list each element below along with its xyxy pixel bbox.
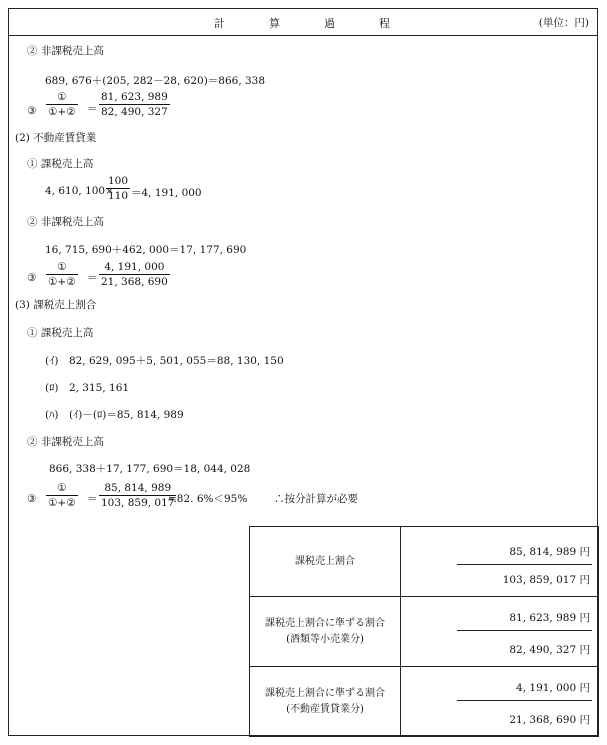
fraction-numerator: ①	[57, 91, 67, 103]
ratio-numerator: 4, 191, 000 円	[516, 681, 590, 694]
fraction-bar	[457, 630, 592, 631]
row-label-line1: 課税売上割合に準ずる割合	[265, 617, 385, 629]
ratio-cell	[401, 597, 599, 667]
s2-item1-calc-pre: 4, 610, 100×	[45, 185, 114, 197]
fraction-denominator: 110	[108, 190, 129, 202]
fraction-denominator: ①+②	[48, 497, 76, 509]
s3-heading: (3) 課税売上割合	[15, 299, 97, 311]
s2-item1-calc-post: ＝4, 191, 000	[131, 187, 202, 199]
s3-item3-value	[99, 482, 176, 509]
s2-item1-fraction	[106, 175, 130, 202]
s3-item3-conclusion: ∴按分計算が必要	[274, 493, 358, 505]
s3-item1-heading: ① 課税売上高	[27, 327, 94, 339]
fraction-numerator: ①	[57, 261, 67, 273]
fraction-denominator: 82, 490, 327	[101, 106, 168, 118]
s3-item1-line-ro: (ﾛ) 2, 315, 161	[45, 382, 130, 394]
s2-item3-formula	[46, 261, 78, 288]
fraction-denominator: ①+②	[48, 276, 76, 288]
fraction-numerator: ①	[57, 482, 67, 494]
ratio-denominator: 21, 368, 690 円	[509, 713, 590, 726]
unit-label: (単位：円)	[538, 17, 589, 29]
fraction-bar	[457, 564, 592, 565]
fraction-numerator: 100	[108, 175, 129, 187]
s1-item3-equals: ＝	[87, 103, 98, 115]
fraction-numerator: 81, 623, 989	[101, 91, 168, 103]
s2-heading: (2) 不動産賃貸業	[15, 132, 97, 144]
table-row	[250, 527, 599, 597]
s2-item2-calc: 16, 715, 690＋462, 000＝17, 177, 690	[45, 244, 247, 256]
s3-item2-calc: 866, 338＋17, 177, 690＝18, 044, 028	[49, 463, 251, 475]
s2-item3-equals: ＝	[87, 272, 98, 284]
s2-item3-marker: ③	[27, 272, 37, 284]
s2-item3-value	[99, 261, 170, 288]
row-label	[250, 527, 401, 597]
s1-item3-value	[99, 91, 170, 118]
row-label	[250, 597, 401, 667]
sheet-header	[9, 9, 597, 36]
fraction-denominator: 21, 368, 690	[101, 276, 168, 288]
fraction-bar	[457, 700, 592, 701]
row-label-line2: (不動産賃貸業分)	[286, 703, 364, 715]
fraction-numerator: 4, 191, 000	[104, 261, 165, 273]
calculation-sheet	[8, 8, 598, 736]
fraction-denominator: ①+②	[48, 106, 76, 118]
ratio-denominator: 82, 490, 327 円	[509, 643, 590, 656]
ratio-numerator: 85, 814, 989 円	[509, 545, 590, 558]
fraction-denominator: 103, 859, 017	[101, 497, 175, 509]
ratio-cell	[401, 667, 599, 737]
s3-item3-marker: ③	[27, 493, 37, 505]
s3-item2-heading: ② 非課税売上高	[27, 436, 104, 448]
s2-item2-heading: ② 非課税売上高	[27, 216, 104, 228]
s3-item3-equals: ＝	[87, 493, 98, 505]
s1-item3-marker: ③	[27, 105, 37, 117]
sheet-title: 計算過程	[214, 17, 434, 30]
s3-item1-line-i: (ｲ) 82, 629, 095＋5, 501, 055＝88, 130, 150	[45, 355, 284, 367]
s1-item2-calc: 689, 676＋(205, 282－28, 620)＝866, 338	[45, 75, 266, 87]
s1-item2-heading: ② 非課税売上高	[27, 45, 104, 57]
s1-item3-formula	[46, 91, 78, 118]
summary-table	[249, 526, 599, 737]
ratio-denominator: 103, 859, 017 円	[502, 573, 590, 586]
row-label	[250, 667, 401, 737]
row-label-line1: 課税売上割合に準ずる割合	[265, 687, 385, 699]
s2-item1-heading: ① 課税売上高	[27, 158, 94, 170]
ratio-cell	[401, 527, 599, 597]
s3-item1-line-ha: (ﾊ) (ｲ)－(ﾛ)＝85, 814, 989	[45, 409, 184, 421]
table-row	[250, 667, 599, 737]
table-row	[250, 597, 599, 667]
fraction-numerator: 85, 814, 989	[104, 482, 172, 494]
row-label-line1: 課税売上割合	[295, 555, 355, 567]
s3-item3-result: ≒82. 6%＜95%	[168, 493, 248, 505]
row-label-line2: (酒類等小売業分)	[286, 633, 364, 645]
s3-item3-formula	[46, 482, 78, 509]
ratio-numerator: 81, 623, 989 円	[509, 611, 590, 624]
